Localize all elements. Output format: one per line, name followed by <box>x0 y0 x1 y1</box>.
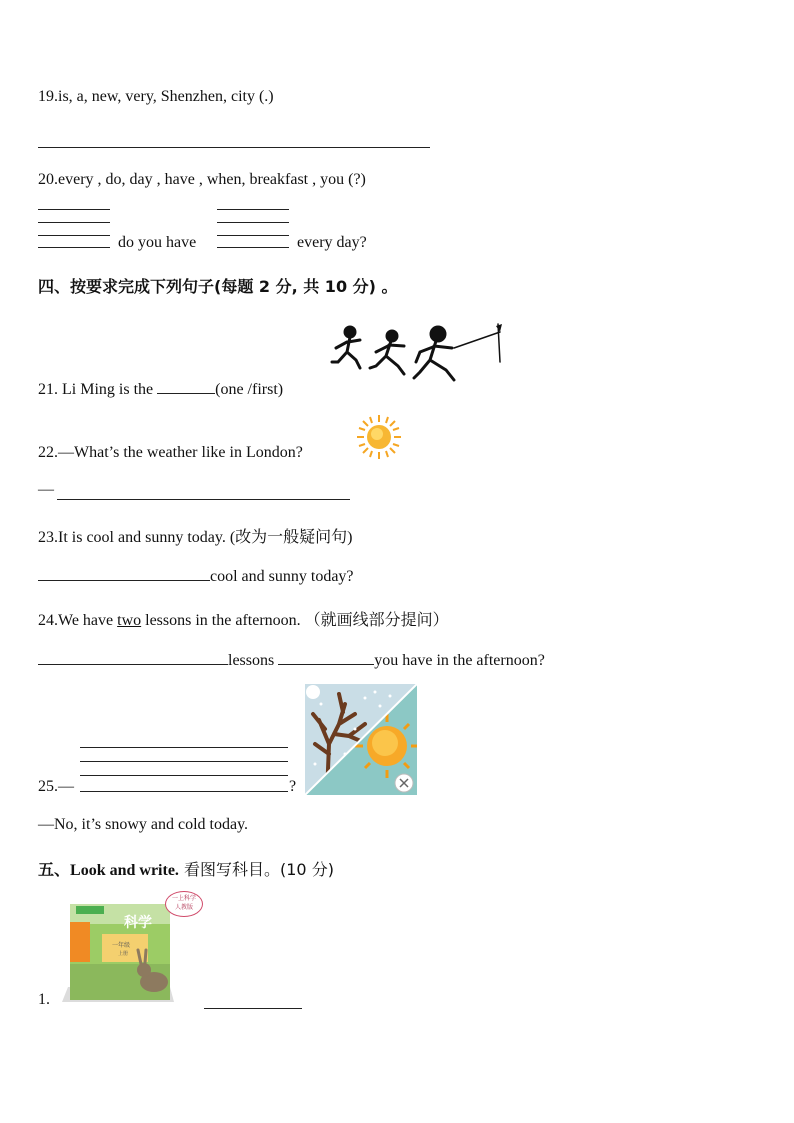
question-text: —What’s the weather like in London? <box>58 444 303 461</box>
section-5-heading <box>38 857 334 880</box>
answer-line[interactable] <box>80 775 288 776</box>
answer-word: you have in the afternoon? <box>374 652 545 669</box>
book-title: 科学 <box>124 915 152 931</box>
answer-word: lessons <box>228 652 275 669</box>
runners-illustration <box>330 322 502 388</box>
answer-tail: cool and sunny today? <box>210 568 354 585</box>
answer-line[interactable] <box>80 747 288 748</box>
edition-badge <box>165 891 203 917</box>
question-number: 21. <box>38 381 58 398</box>
sun-icon <box>356 414 402 460</box>
question-number: 22. <box>38 444 58 461</box>
question-20-middle: do you have <box>118 234 197 251</box>
section-4-heading: 四、按要求完成下列句子(每题 2 分, 共 10 分) 。 <box>38 277 398 296</box>
answer-line-19[interactable] <box>38 147 430 148</box>
answer-line[interactable] <box>217 209 289 210</box>
answer-blank-24b[interactable] <box>278 650 374 665</box>
question-21 <box>38 379 283 399</box>
answer-blank-21[interactable] <box>157 379 215 394</box>
answer-blank-23[interactable] <box>38 566 210 581</box>
badge-top-text: 一上科学 <box>171 895 196 902</box>
question-text-after: lessons in the afternoon. <box>141 612 301 629</box>
question-text: every , do, day , have , when, breakfast , you (?) <box>58 171 366 188</box>
question-19 <box>38 88 274 106</box>
answer-dash: — <box>38 481 54 498</box>
answer-line-item-1[interactable] <box>204 1008 302 1009</box>
answer-line[interactable] <box>217 235 289 236</box>
question-23 <box>38 524 353 547</box>
question-20-end: every day? <box>297 234 367 251</box>
question-text: Li Ming is the <box>62 381 154 398</box>
answer-line[interactable] <box>38 235 110 236</box>
answer-24 <box>38 650 545 670</box>
section-number: 五、 <box>38 860 71 879</box>
question-20 <box>38 171 366 189</box>
question-text: It is cool and sunny today. (改为一般疑问句) <box>58 529 353 546</box>
badge-bottom-text: 人教版 <box>174 904 193 911</box>
section-title-en: Look and write. <box>70 862 179 879</box>
section-title-tail: 看图写科目。(10 分) <box>178 860 334 879</box>
winter-summer-picture <box>305 684 417 795</box>
answer-23 <box>38 566 354 586</box>
answer-line-25[interactable] <box>80 791 288 792</box>
answer-line[interactable] <box>38 222 110 223</box>
answer-line-22[interactable] <box>57 499 350 500</box>
item-1-number: 1. <box>38 991 50 1008</box>
question-22 <box>38 444 303 462</box>
underlined-word: two <box>117 612 142 629</box>
answer-blank-24a[interactable] <box>38 650 228 665</box>
answer-line[interactable] <box>38 247 110 248</box>
answer-line[interactable] <box>80 761 288 762</box>
answer-line[interactable] <box>38 209 110 210</box>
book-subtitle: 上册 <box>118 951 129 957</box>
science-book-picture <box>62 892 202 1004</box>
question-number: 19. <box>38 88 58 105</box>
question-24 <box>38 607 449 630</box>
question-options: (one /first) <box>215 381 284 398</box>
question-text-before: We have <box>58 612 118 629</box>
question-number: 24. <box>38 612 58 629</box>
question-text: is, a, new, very, Shenzhen, city (.) <box>58 88 274 105</box>
answer-line[interactable] <box>217 247 289 248</box>
book-grade: 一年级 <box>112 942 131 949</box>
question-25-end: ? <box>289 778 297 795</box>
answer-line[interactable] <box>217 222 289 223</box>
question-instruction: （就画线部分提问） <box>304 612 449 629</box>
question-number: 23. <box>38 529 58 546</box>
question-number: 20. <box>38 171 58 188</box>
question-number-25: 25.— <box>38 778 74 795</box>
answer-25-reply: —No, it’s snowy and cold today. <box>38 816 249 833</box>
